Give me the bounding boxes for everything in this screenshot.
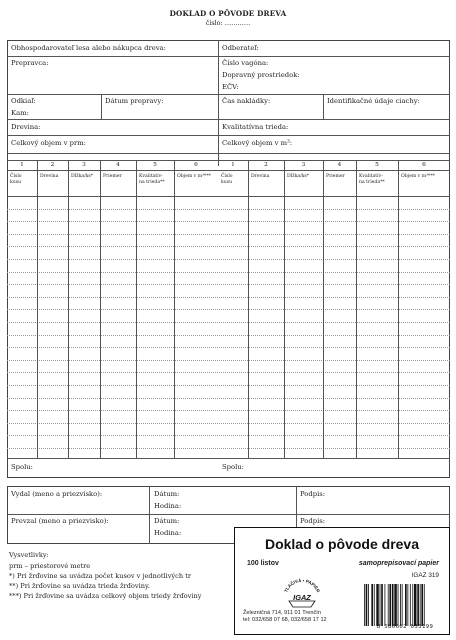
column-header: Priemer: [326, 174, 345, 179]
column-number: 4: [116, 162, 120, 168]
total-prm-label: Celkový objem v prm:: [11, 139, 86, 147]
notes-heading: Vysvetlivky:: [9, 551, 49, 559]
column-number: 1: [20, 162, 24, 168]
date-transport-label: Dátum prepravy:: [105, 97, 164, 105]
supplier-label: Obhospodarovateľ lesa alebo nákupca dreva:: [11, 44, 166, 52]
column-header: Objem v m³***: [177, 174, 211, 179]
barcode-bar: [420, 584, 421, 626]
column-divider: [398, 160, 399, 458]
total-m3-label: Celkový objem v m³:: [222, 139, 293, 147]
table-row: [7, 347, 450, 348]
barcode-bar: [389, 584, 391, 626]
column-header: Číslo: [221, 174, 233, 179]
barcode-bar: [421, 584, 423, 626]
loading-time-label: Čas nakládky:: [222, 97, 271, 105]
sum-row-rule: [7, 458, 450, 459]
received-by-label: Prevzal (meno a priezvisko):: [11, 517, 109, 525]
barcode-bar: [376, 584, 378, 626]
header-center-divider: [218, 40, 219, 166]
table-row: [7, 360, 450, 361]
column-divider: [323, 160, 324, 458]
sheet-count: 100 listov: [247, 560, 279, 567]
column-header-rule: [7, 196, 450, 197]
column-header: Kvalitatív-: [359, 174, 383, 179]
column-number: 6: [194, 162, 198, 168]
product-code: IGAZ 319: [411, 572, 439, 579]
table-row: [7, 284, 450, 285]
table-row: [7, 423, 450, 424]
barcode-bar: [405, 584, 407, 626]
table-row: [7, 435, 450, 436]
column-header: Priemer: [103, 174, 122, 179]
table-row: [7, 272, 450, 273]
barcode-bar: [400, 584, 401, 626]
column-divider: [68, 160, 69, 458]
column-divider: [356, 160, 357, 458]
barcode-bar: [402, 584, 403, 626]
table-row: [7, 448, 450, 449]
logo-arc-text: TLAČIVÁ • PAPIER: [283, 577, 321, 594]
document-number: číslo: …………: [205, 19, 251, 27]
barcode-bar: [381, 584, 383, 626]
issued-signature-label: Podpis:: [300, 490, 326, 498]
note-line: **) Pri žrďovine sa uvádza trieda žrďoviny.: [9, 582, 150, 590]
column-divider: [174, 160, 175, 458]
column-number: 2: [264, 162, 268, 168]
barcode-bar: [368, 584, 369, 626]
barcode-bar: [398, 584, 399, 626]
column-number: 5: [375, 162, 379, 168]
column-header: Dĺžka/ks*: [287, 174, 310, 179]
note-line: ***) Pri žrďovine sa uvádza celkový objem triedy žrďoviny: [9, 592, 202, 600]
column-header: na trieda**: [359, 180, 385, 185]
issued-time-label: Hodina:: [154, 502, 182, 510]
product-label-card: [234, 527, 450, 635]
barcode-bar: [385, 584, 386, 626]
barcode-bar: [392, 584, 394, 626]
barcode-digits: 8 586002 033199: [376, 624, 434, 630]
column-header: Číslo: [10, 174, 22, 179]
received-time-label: Hodina:: [154, 529, 182, 537]
barcode-bar: [414, 584, 416, 626]
column-header: Drevina: [40, 174, 59, 179]
column-number: 3: [82, 162, 86, 168]
column-divider: [284, 160, 285, 458]
paper-type: samoprepisovací papier: [358, 560, 439, 567]
barcode-bar: [374, 584, 375, 626]
column-header: kusu: [221, 180, 233, 185]
vehicle-label: Dopravný prostriedok:: [222, 71, 300, 79]
svg-text:TLAČIVÁ • PAPIER: [283, 578, 321, 594]
issued-date-label: Dátum:: [154, 490, 180, 498]
ecv-label: EČV:: [222, 83, 239, 91]
barcode-bar: [388, 584, 389, 626]
received-date-label: Dátum:: [154, 517, 180, 525]
table-row: [7, 209, 450, 210]
column-number: 6: [422, 162, 426, 168]
wagon-label: Číslo vagóna:: [222, 59, 269, 67]
column-number: 5: [153, 162, 157, 168]
phone-line: tel: 032/658 07 68, 032/658 17 12: [243, 616, 327, 623]
to-label: Kam:: [11, 109, 29, 117]
logo-text: IGAZ: [293, 593, 311, 602]
issued-by-label: Vydal (meno a priezvisko):: [11, 490, 103, 498]
wood-type-label: Drevina:: [11, 123, 41, 131]
barcode-bar: [410, 584, 411, 626]
igaz-logo-icon: [281, 574, 323, 612]
table-row: [7, 385, 450, 386]
barcode-bar: [407, 584, 408, 626]
divider-date-transport: [101, 94, 102, 119]
column-divider: [248, 160, 249, 458]
barcode-bar: [424, 584, 425, 626]
left-sum-label: Spolu:: [11, 463, 33, 471]
quality-class-label: Kvalitatívna trieda:: [222, 123, 289, 131]
column-header: kusu: [10, 180, 22, 185]
column-divider: [136, 160, 137, 458]
column-divider: [37, 160, 38, 458]
table-row: [7, 335, 450, 336]
product-title: Doklad o pôvode dreva: [264, 536, 420, 552]
table-row: [7, 322, 450, 323]
column-number-rule: [7, 170, 450, 171]
barcode-bar: [371, 584, 373, 626]
shipment-id-label: Identifikačné údaje ciachy:: [327, 97, 420, 105]
barcode-bar: [380, 584, 381, 626]
column-header: Drevina: [251, 174, 270, 179]
barcode-bar: [366, 584, 368, 626]
table-row: [7, 372, 450, 373]
column-number: 3: [301, 162, 306, 168]
column-number: 4: [337, 162, 342, 168]
table-row: [7, 309, 450, 310]
barcode-bar: [412, 584, 413, 626]
received-signature-label: Podpis:: [300, 517, 326, 525]
table-row: [7, 410, 450, 411]
table-row: [7, 221, 450, 222]
table-row: [7, 398, 450, 399]
customer-label: Odberateľ:: [222, 44, 259, 52]
table-row: [7, 259, 450, 260]
table-row: [7, 246, 450, 247]
publisher-address: [243, 610, 327, 624]
column-number: 2: [50, 162, 55, 168]
divider-shipment-id: [323, 94, 324, 119]
right-sum-label: Spolu:: [222, 463, 244, 471]
column-divider: [100, 160, 101, 458]
column-number: 1: [231, 162, 235, 168]
barcode-bar: [417, 584, 419, 626]
barcode-icon: [363, 584, 447, 626]
barcode-bar: [364, 584, 365, 626]
from-label: Odkiaľ:: [11, 97, 36, 105]
column-header: Dĺžka/ks*: [71, 174, 94, 179]
table-row: [7, 234, 450, 235]
column-header: Kvalitatív-: [139, 174, 163, 179]
note-line: *) Pri žrďovine sa uvádza počet kusov v jednotlivých tr: [9, 572, 191, 580]
address-line: Železničná 714, 911 01 Trenčín: [243, 610, 321, 616]
barcode-bar: [394, 584, 396, 626]
column-header: Objem v m³***: [401, 174, 435, 179]
table-row: [7, 297, 450, 298]
carrier-label: Prepravca:: [11, 59, 49, 67]
column-header: na trieda**: [139, 180, 165, 185]
document-title: DOKLAD O PÔVODE DREVA: [169, 9, 287, 18]
note-line: prm – priestorové metre: [9, 562, 91, 570]
